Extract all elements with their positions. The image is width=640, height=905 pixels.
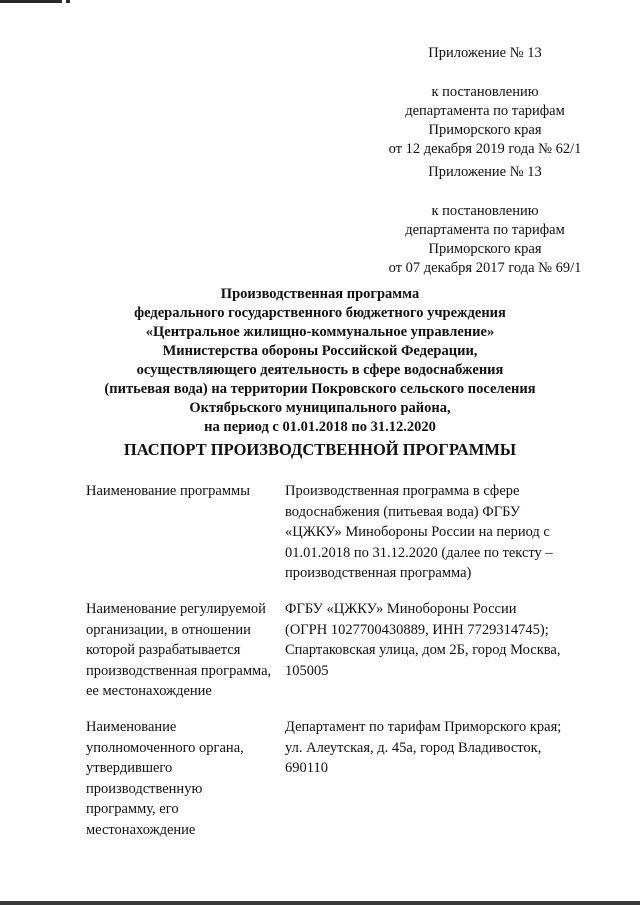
value-line: Департамент по тарифам Приморского края; [285,719,562,735]
label-line: организации, в отношении [86,621,251,638]
value-line: Производственная программа в сфере [285,483,520,499]
program-title-line: Производственная программа [220,286,420,302]
attachment-line: департамента по тарифам [405,222,565,238]
value-line: (ОГРН 1027700430889, ИНН 7729314745); [285,621,549,638]
label-line: уполномоченного органа, [86,739,244,756]
label-line: производственную [86,780,203,797]
program-title-line: (питьевая вода) на территории Покровского сельского поселения [104,381,536,397]
attachment-block-current [360,44,610,159]
value-line: ФГБУ «ЦЖКУ» Минобороны России [285,601,517,617]
attachment-line: Приморского края [428,241,542,257]
attachment-line: департамента по тарифам [405,103,565,119]
passport-heading: ПАСПОРТ ПРОИЗВОДСТВЕННОЙ ПРОГРАММЫ [123,440,517,459]
program-title-line: федерального государственного бюджетного учреждения [134,305,506,321]
attachment-line: от 12 декабря 2019 года № 62/1 [388,141,582,157]
value-line: производственная программа) [285,565,472,581]
attachment-line: Приморского края [428,122,542,138]
value-line: «ЦЖКУ» Минобороны России на период с [285,524,550,540]
label-line: местонахождение [86,821,196,838]
program-title-line: Министерства обороны Российской Федерации, [162,343,478,359]
attachment-number: Приложение № 13 [428,164,542,180]
attachment-line: к постановлению [431,84,539,100]
program-title-line: Октябрьского муниципального района, [189,400,451,416]
attachment-line: от 07 декабря 2017 года № 69/1 [388,260,582,276]
program-title-line: на период с 01.01.2018 по 31.12.2020 [204,419,436,435]
passport-row-value [285,599,586,681]
value-line: 105005 [285,662,329,679]
label-line: ее местонахождение [86,683,212,699]
attachment-line: к постановлению [431,203,539,219]
passport-row-label [86,717,278,840]
label-line: Наименование [86,719,177,735]
value-line: 690110 [285,760,328,776]
value-line: 01.01.2018 по 31.12.2020 (далее по тексту – [285,544,553,561]
passport-row-value [285,481,586,584]
label-line: Наименование программы [86,483,250,499]
label-line: производственная программа, [86,662,272,679]
value-line: водоснабжения (питьевая вода) ФГБУ [285,503,521,520]
label-line: утвердившего [86,760,173,776]
scan-edge-segment [0,0,62,3]
attachment-number: Приложение № 13 [428,45,542,61]
passport-row-label [86,481,278,502]
label-line: программу, его [86,801,179,817]
passport-row-label [86,599,278,702]
program-title-line: «Центральное жилищно-коммунальное управление» [145,324,495,340]
value-line: ул. Алеутская, д. 45а, город Владивосток, [285,739,542,756]
scan-edge-bottom [0,901,640,905]
scan-edge-top [0,0,640,3]
program-title [60,285,580,437]
label-line: которой разрабатывается [86,642,241,658]
passport-row-value [285,717,586,779]
value-line: Спартаковская улица, дом 2Б, город Москва, [285,642,561,658]
label-line: Наименование регулируемой [86,601,266,617]
program-title-line: осуществляющего деятельность в сфере водоснабжения [136,362,504,378]
scan-edge-segment [66,0,70,3]
attachment-block-original [360,163,610,278]
